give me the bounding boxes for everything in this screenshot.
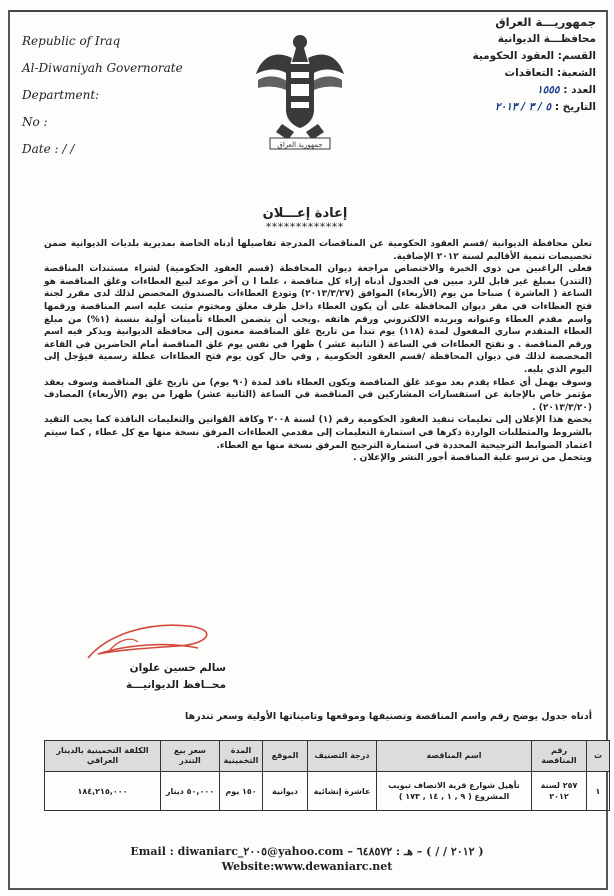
footer-date: ( ٢٠١٢ / / ) [426, 845, 484, 858]
website-link[interactable]: Website:www.dewaniarc.net [221, 860, 393, 873]
doc-date-label: التاريخ : [554, 101, 596, 113]
tender-table [44, 740, 610, 811]
country-name: Republic of Iraq [22, 34, 121, 48]
doc-date-row [396, 99, 596, 116]
col-grade: درجة التصنيف [308, 741, 377, 772]
republic-name-ar: جمهوريـــة العراق [495, 15, 596, 29]
cell-location: ديوانية [263, 772, 308, 811]
announcement-title: إعادة إعـــلان [262, 206, 348, 221]
section-name-ar: القسم: العقود الحكومية [472, 50, 596, 62]
department-label: Department: [22, 88, 100, 102]
letterhead-arabic [396, 14, 596, 116]
title-stars: ************* [266, 222, 344, 233]
doc-date-value: ٥ / ٣ / ٢٠١٣ [495, 101, 552, 113]
date-label: Date : / / [22, 142, 75, 156]
governorate-name-ar: محافظـــة الديوانية [497, 33, 596, 45]
cell-number: ٢٥٧ لسنة ٢٠١٢ [532, 772, 587, 811]
body-paragraph: وسوف يهمل أي عطاء يقدم بعد موعد غلق المناقصة ويكون العطاء نافذ لمدة (٩٠ يوم) من تاريخ غلق المناقصة وسوف يعقد مؤتمر خاص بالإجابة عن استفسارات المشاركين في المناقصة في الساعة (الثانية عشر) ظهرا من يوم (الأربعاء) المصادف (٢٠١٣/٣/٢٠) . [44, 377, 592, 413]
table-row [45, 772, 610, 811]
doc-number-value: ١٥٥٥ [537, 84, 560, 96]
emblem-caption: جمهورية العراق [277, 141, 323, 149]
table-header-row [45, 741, 610, 772]
email-link[interactable]: diwaniarc_٢٠٠٥@yahoo.com [177, 845, 344, 858]
division-name-ar: الشعبة: التعاقدات [504, 67, 596, 79]
number-label: No : [22, 115, 48, 129]
col-duration: المدة التخمينية [220, 741, 263, 772]
body-paragraph: تعلن محافظة الديوانية /قسم العقود الحكومية عن المناقصات المدرجة تفاصيلها أدناه الخاصة بمديرية بلديات الديوانية ضمن تخصيصات تنمية الأقاليم لسنة ٢٠١٢ الإضافية. [44, 239, 592, 262]
signatory-name: سالم حسين علوان [129, 662, 226, 674]
letterhead-english [22, 28, 212, 163]
border-left [8, 10, 10, 890]
border-bottom [8, 888, 606, 890]
body-paragraph: يخضع هذا الإعلان إلى تعليمات تنفيذ العقود الحكومية رقم (١) لسنة ٢٠٠٨ وكافة القوانين والتعليمات النافذة كما يجب التقيد بالشروط والمتطلبات الواردة ذكرها في استمارة التعليمات إلى مقدمي العطاءات المرفق نسخة منها مع كل عطاء , كما سيتم اعتماد الضوابط الترجيحية المحددة في استمارة الترجيح المرفق نسخة منها مع العطاء. [44, 415, 593, 451]
cell-duration: ١٥٠ يوم [220, 772, 263, 811]
cell-name: تأهيل شوارع قرية الانصاف تبويب المشروع ( ٩ , ١ , ١٤ , ١٧٣ ) [377, 772, 532, 811]
col-estimated-cost: الكلفة التخمينية بالدينار العراقي [45, 741, 161, 772]
cell-estimated-cost: ١٨٤,٢١٥,٠٠٠ [45, 772, 161, 811]
col-number: رقم المناقصة [532, 741, 587, 772]
cell-grade: عاشرة إنشائية [308, 772, 377, 811]
table-caption: أدناه جدول يوضح رقم واسم المناقصة وتصنيفها وموقعها وتاميناتها الأولية وسعر تندرها [185, 711, 592, 722]
col-seq: ت [587, 741, 610, 772]
border-top [8, 10, 606, 12]
doc-number-label: العدد : [563, 84, 596, 96]
col-name: اسم المناقصة [377, 741, 532, 772]
announcement-body [44, 238, 592, 465]
footer [22, 844, 592, 874]
cell-tender-price: ٥٠,٠٠٠ دينار [161, 772, 220, 811]
col-location: الموقع [263, 741, 308, 772]
signatory-title: محــافظ الديوانيـــة [125, 679, 226, 691]
iraq-eagle-emblem-icon [252, 28, 348, 154]
footer-phone: هـ : ٦٤٨٥٧٢ [356, 845, 413, 858]
doc-number-row [396, 82, 596, 99]
governorate-name: Al-Diwaniyah Governorate [22, 61, 183, 75]
footer-contact-row: Email : diwaniarc_٢٠٠٥@yahoo.com – ( ٢٠١٢ / / ) – هـ : ٦٤٨٥٧٢ [130, 845, 484, 858]
body-paragraph: ويتحمل من ترسو علية المناقصة أجور النشر والإعلان . [353, 453, 592, 464]
cell-seq: ١ [587, 772, 610, 811]
body-paragraph: فعلى الراغبين من ذوي الخبرة والاختصاص مراجعة ديوان المحافظة (قسم العقود الحكومية) لشراء مستندات المناقصة (التندر) بمبلغ غير قابل للرد مبين في الجدول أدناه إزاء كل مناقصة ، علما ا ن آخر موعد لبيع العطاءات وغلق المناقصة هو الساعة ( العاشرة ) صباحا من يوم (الأربعاء) الموافق (٢٠١٣/٣/٢٧) وتودع العطاءات بالصندوق المخصص لذلك لدى مقرر لجنة فتح العطاءات في مقر ديوان المحافظة على أن يكون العطاء داخل ظرف مغلق ومختوم مثبت عليه اسم المناقصة ورقمها واسم مقدم العطاء وعنوانه وبريده الالكتروني ورقم هاتفه .ويجب أن يتضمن العطاء تأمينات أولية بنسبة (١%) من مبلغ العطاء المتقدم ساري المفعول لمدة (١١٨) يوم تبدأ من تاريخ غلق المناقصة معنون إلى محافظة الديوانية ويذكر فيه اسم ورقم المناقصة . و تفتح العطاءات في الساعة ( الثانية عشر ) ظهرا في نفس يوم غلق المناقصة أمام الحاضرين في القاعة المخصصة لذلك في ديوان المحافظة /قسم العقود الحكومية , وفي حال كون يوم فتح العطاءات عطلة رسمية فيؤجل إلى اليوم الذي يليه. [44, 264, 592, 375]
col-tender-price: سعر بيع التندر [161, 741, 220, 772]
email-label: Email : [130, 845, 174, 858]
signatory-block [96, 660, 226, 694]
